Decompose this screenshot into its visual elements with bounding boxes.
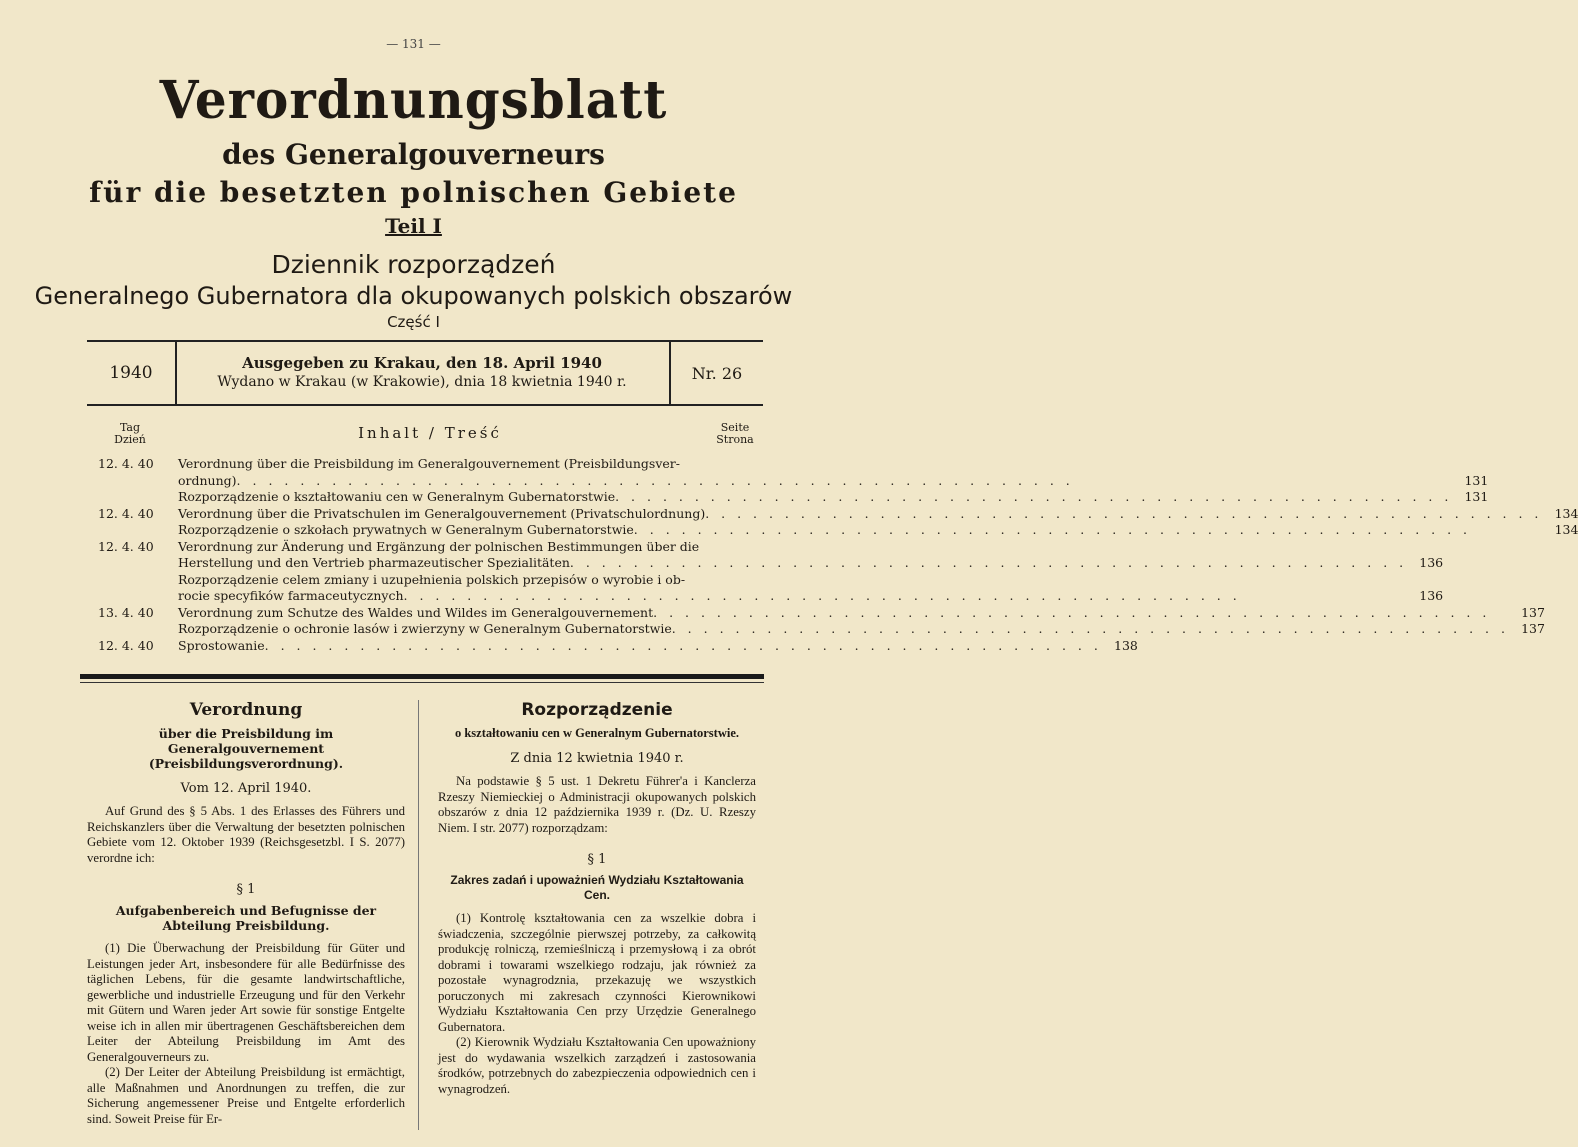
masthead-subtitle-1: des Generalgouverneurs: [222, 138, 605, 171]
thick-divider: [80, 674, 764, 679]
toc-heading: Inhalt / Treść: [358, 424, 502, 442]
issue-info: [177, 342, 667, 404]
toc-entry: [90, 456, 1489, 506]
toc-de-title: Verordnung über die Privatschulen im Generalgouvernement (Privatschulordnung): [178, 505, 706, 521]
toc-de-title: Sprostowanie: [178, 637, 265, 653]
issue-year: 1940: [87, 342, 177, 404]
toc-page-pl: Strona: [716, 433, 754, 446]
section-heading: Aufgabenbereich und Befugnisse der Abteilung Preisbildung.: [115, 903, 377, 933]
toc-pl-page: 134: [1554, 522, 1578, 537]
column-divider: [418, 700, 419, 1130]
paragraph: (1) Kontrolę kształtowania cen za wszelkie dobra i świadczenia, szczególnie pierwszej potrzeby, za całkowitą produkcję rolniczą, rzemieślniczą i przemysłową i za obrót dobrami i towarami wszelkiego rodzaju, jak również za pozostałe wynagrodznia, przekazuję we wszystkich poruczonych mi zakresach czynności Kierownikowi Wydziału Kształtowania Cen przy Urzędzie Generalnego Gubernatora.: [438, 911, 756, 1034]
toc-page-de: Seite: [720, 421, 750, 434]
masthead-pl-subtitle: Generalnego Gubernatora dla okupowanych polskich obszarów: [34, 282, 793, 310]
masthead-pl-part: Część I: [387, 313, 440, 331]
toc-entry: [90, 538, 1444, 605]
section-heading: Zakres zadań i upoważnień Wydziału Kształtowania Cen.: [450, 873, 744, 902]
masthead-pl-title: Dziennik rozporządzeń: [271, 250, 556, 279]
ordinance-date: Vom 12. April 1940.: [180, 781, 312, 796]
toc-day-pl: Dzień: [114, 433, 146, 446]
table-of-contents: [90, 456, 1578, 654]
toc-de-title: Verordnung über die Preisbildung im Generalgouvernement (Preisbildungsver-: [178, 456, 681, 471]
issued-pl: Wydano w Krakau (w Krakowie), dnia 18 kwietnia 1940 r.: [217, 374, 627, 390]
paragraph: (2) Der Leiter der Abteilung Preisbildung ist ermächtigt, alle Maßnahmen und Anordnungen zu treffen, die zur Sicherung angemessener Preise und Entgelte erforderlich sind. Soweit Preise für Er-: [87, 1065, 405, 1126]
ordinance-title: Rozporządzenie: [521, 700, 673, 720]
toc-pl-title-cont: rocie specyfików farmaceutycznych: [178, 588, 404, 603]
toc-de-title: Verordnung zur Änderung und Ergänzung der polnischen Bestimmungen über die: [178, 538, 700, 554]
toc-page-header: [705, 422, 765, 446]
section-number: § 1: [587, 852, 607, 867]
issue-number: Nr. 26: [669, 342, 763, 404]
section-number: § 1: [236, 882, 256, 897]
issue-header: [87, 340, 763, 406]
page-number: — 131 —: [386, 37, 441, 51]
toc-pl-title: Rozporządzenie o kształtowaniu cen w Generalnym Gubernatorstwie: [178, 489, 616, 504]
toc-entry: [90, 637, 1138, 655]
right-column-polish: [438, 700, 756, 1097]
toc-de-title: Verordnung zum Schutze des Waldes und Wildes im Generalgouvernement: [178, 604, 654, 620]
toc-date: 12. 4. 40: [98, 538, 154, 554]
ordinance-title: Verordnung: [189, 700, 303, 720]
ordinance-preamble: Auf Grund des § 5 Abs. 1 des Erlasses des Führers und Reichskanzlers über die Verwaltung der besetzten polnischen Gebiete vom 12. Oktober 1939 (Reichsgesetzbl. I S. 2077) verordne ich:: [87, 804, 405, 865]
toc-day-header: [100, 422, 160, 446]
toc-pl-title: Rozporządzenie o ochronie lasów i zwierzyny w Generalnym Gubernatorstwie: [178, 621, 672, 636]
toc-de-page: 131: [1464, 472, 1489, 488]
toc-de-title-cont: Herstellung und den Vertrieb pharmazeutischer Spezialitäten: [178, 555, 570, 570]
toc-entry: [90, 604, 1545, 638]
toc-de-page: 136: [1419, 555, 1444, 570]
paragraph: (2) Kierownik Wydziału Kształtowania Cen upoważniony jest do wydawania wszelkich zarządzeń i zastosowania środków, potrzebnych do zabezpieczenia odpowiednich cen i wynagrodzeń.: [438, 1035, 756, 1096]
toc-pl-page: 131: [1464, 489, 1489, 504]
masthead-part: Teil I: [385, 214, 442, 238]
toc-day-de: Tag: [119, 421, 141, 434]
toc-de-page: 138: [1114, 637, 1138, 653]
masthead-title: Verordnungsblatt: [159, 68, 668, 131]
toc-pl-title: Rozporządzenie celem zmiany i uzupełnienia polskich przepisów o wyrobie i ob-: [178, 571, 686, 587]
toc-date: 12. 4. 40: [98, 456, 154, 471]
left-column-german: [87, 700, 405, 1127]
toc-date: 12. 4. 40: [98, 637, 154, 653]
toc-de-page: 134: [1554, 505, 1578, 521]
toc-pl-page: 136: [1419, 588, 1444, 603]
toc-de-title-cont: ordnung): [178, 472, 237, 488]
thin-divider: [80, 682, 764, 683]
ordinance-preamble: Na podstawie § 5 ust. 1 Dekretu Führer'a i Kanclerza Rzeszy Niemieckiej o Administracji okupowanych polskich obszarów z dnia 12 października 1939 r. (Dz. U. Rzeszy Niem. I str. 2077) rozporządzam:: [438, 774, 756, 835]
toc-date: 12. 4. 40: [98, 505, 154, 521]
toc-pl-title: Rozporządzenie o szkołach prywatnych w Generalnym Gubernatorstwie: [178, 522, 634, 537]
issued-de: Ausgegeben zu Krakau, den 18. April 1940: [242, 354, 602, 372]
ordinance-subtitle: o kształtowaniu cen w Generalnym Gubernatorstwie.: [454, 726, 739, 740]
toc-pl-page: 137: [1521, 621, 1545, 636]
toc-date: 13. 4. 40: [98, 604, 154, 620]
ordinance-subtitle: über die Preisbildung im Generalgouvernement (Preisbildungsverordnung).: [148, 726, 344, 771]
paragraph: (1) Die Überwachung der Preisbildung für Güter und Leistungen jeder Art, insbesondere für alle Bedürfnisse des täglichen Lebens, für die gesamte landwirtschaftliche, gewerbliche und industrielle Erzeugung und für den Verkehr mit Gütern und Waren jeder Art sowie für sonstige Entgelte weise ich in allen mir übertragenen Geschäftsbereichen dem Leiter der Abteilung Preisbildung im Amt des Generalgouverneurs zu.: [87, 941, 405, 1064]
toc-de-page: 137: [1521, 604, 1545, 620]
masthead-subtitle-2: für die besetzten polnischen Gebiete: [89, 176, 738, 209]
toc-entry: [90, 505, 1578, 539]
ordinance-date: Z dnia 12 kwietnia 1940 r.: [510, 751, 684, 766]
